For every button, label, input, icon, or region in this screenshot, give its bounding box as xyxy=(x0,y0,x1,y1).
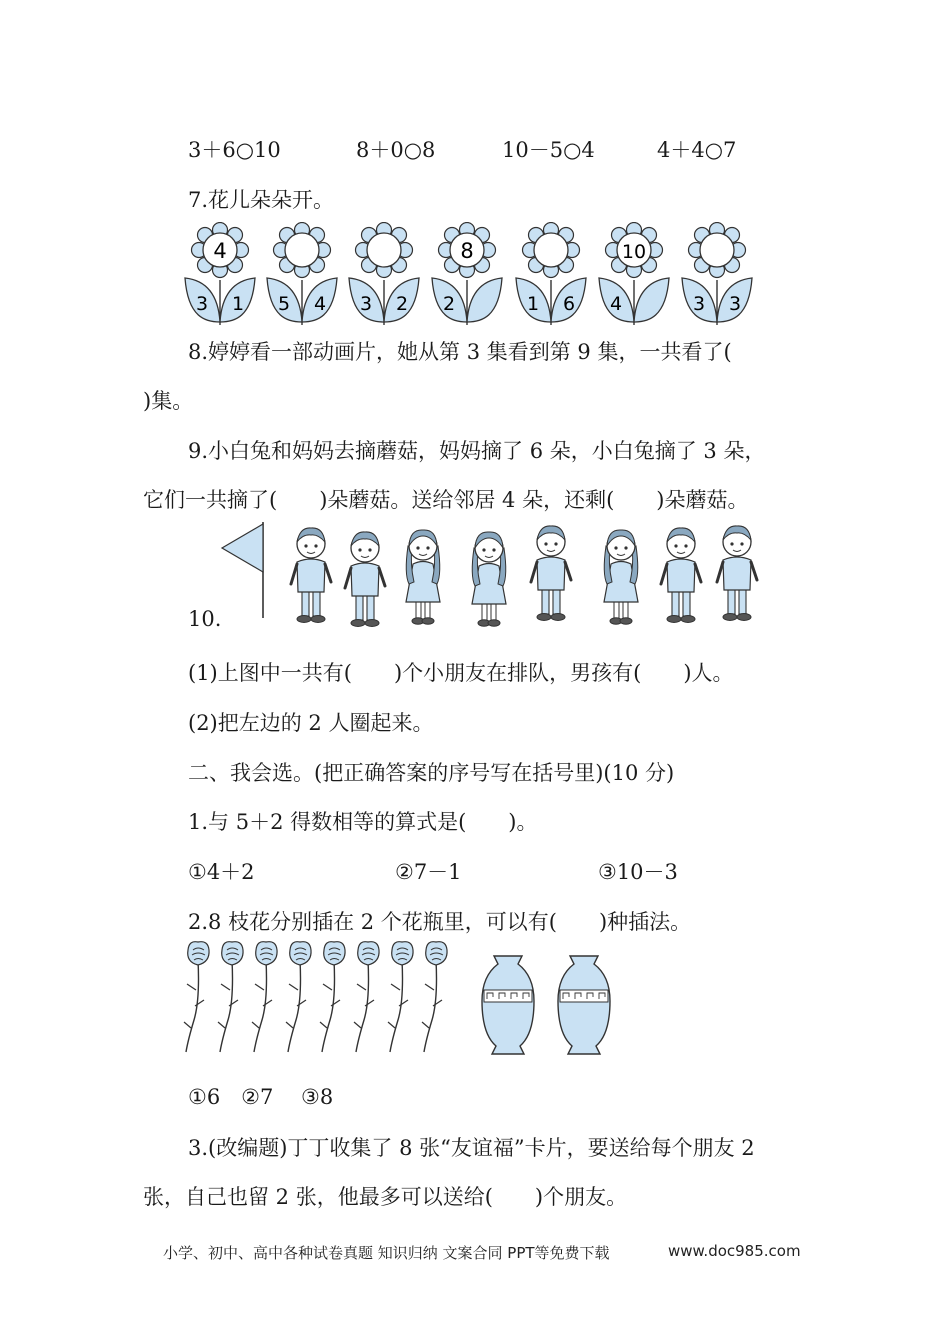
flower-4-left: 2 xyxy=(442,293,456,315)
s2-q2-options: ①6 ②7 ③8 xyxy=(188,1085,334,1109)
rose-6 xyxy=(354,942,379,1052)
q8-line2: )集。 xyxy=(143,389,194,413)
rose-2 xyxy=(218,942,243,1052)
flower-1-right: 1 xyxy=(231,293,245,315)
compare-item-2: 8＋0○8 xyxy=(356,138,436,162)
child-4 xyxy=(472,532,506,626)
flower-1-left: 3 xyxy=(195,293,209,315)
flower-5-right: 6 xyxy=(562,293,576,315)
s2-q3-line2: 张，自己也留 2 张，他最多可以送给( )个朋友。 xyxy=(143,1185,628,1209)
s2-q1-option-2: ②7－1 xyxy=(395,860,462,884)
compare-item-4: 4＋4○7 xyxy=(657,138,737,162)
s2-q1-option-1: ①4＋2 xyxy=(188,860,255,884)
rose-4 xyxy=(286,942,311,1052)
flowers-illustration xyxy=(180,222,770,334)
flower-6 xyxy=(599,223,669,326)
flag-icon xyxy=(222,522,263,618)
s2-q2-stem: 2.8 枝花分别插在 2 个花瓶里，可以有( )种插法。 xyxy=(188,910,692,934)
flower-3-right: 2 xyxy=(395,293,409,315)
flower-5 xyxy=(516,223,586,326)
vase-1 xyxy=(482,956,534,1054)
q9-line2: 它们一共摘了( )朵蘑菇。送给邻居 4 朵，还剩( )朵蘑菇。 xyxy=(143,488,749,512)
rose-5 xyxy=(320,942,345,1052)
flower-2-left: 5 xyxy=(277,293,291,315)
flower-3 xyxy=(349,223,419,326)
rose-1 xyxy=(184,942,209,1052)
q7-title: 7.花儿朵朵开。 xyxy=(188,188,335,212)
footer-left-text: 小学、初中、高中各种试卷真题 知识归纳 文案合同 PPT等免费下载 xyxy=(163,1244,610,1262)
vase-2 xyxy=(558,956,610,1054)
child-8 xyxy=(717,526,757,621)
flower-7 xyxy=(682,223,752,326)
s2-q1-option-3: ③10－3 xyxy=(598,860,678,884)
compare-item-3: 10－5○4 xyxy=(502,138,595,162)
child-5 xyxy=(531,526,571,621)
rose-3 xyxy=(252,942,277,1052)
roses-and-vases-illustration xyxy=(176,940,636,1058)
child-2 xyxy=(345,532,385,627)
flower-4 xyxy=(432,223,502,326)
flower-3-left: 3 xyxy=(359,293,373,315)
q8-line1: 8.婷婷看一部动画片，她从第 3 集看到第 9 集，一共看了( xyxy=(188,340,732,364)
footer-website-link[interactable]: www.doc985.com xyxy=(668,1242,801,1260)
flower-5-left: 1 xyxy=(526,293,540,315)
flower-7-left: 3 xyxy=(692,293,706,315)
flower-6-left: 4 xyxy=(609,293,623,315)
section2-heading: 二、我会选。(把正确答案的序号写在括号里)(10 分) xyxy=(188,761,675,785)
child-3 xyxy=(406,530,440,624)
s2-q3-line1: 3.(改编题)丁丁收集了 8 张“友谊福”卡片，要送给每个朋友 2 xyxy=(188,1136,755,1160)
flower-1-center: 4 xyxy=(213,239,227,263)
flower-7-right: 3 xyxy=(728,293,742,315)
rose-7 xyxy=(388,942,413,1052)
q9-line1: 9.小白兔和妈妈去摘蘑菇，妈妈摘了 6 朵，小白兔摘了 3 朵， xyxy=(188,439,766,463)
q10-label: 10. xyxy=(188,607,222,631)
q10-sub1: (1)上图中一共有( )个小朋友在排队，男孩有( )人。 xyxy=(188,661,734,685)
flower-6-center: 10 xyxy=(621,241,647,263)
flower-2-right: 4 xyxy=(313,293,327,315)
flower-2 xyxy=(267,223,337,326)
rose-8 xyxy=(422,942,447,1052)
child-7 xyxy=(661,528,701,623)
child-1 xyxy=(291,528,331,623)
q10-sub2: (2)把左边的 2 人圈起来。 xyxy=(188,711,434,735)
s2-q1-stem: 1.与 5＋2 得数相等的算式是( )。 xyxy=(188,810,538,834)
queue-illustration xyxy=(218,518,778,630)
compare-item-1: 3＋6○10 xyxy=(188,138,281,162)
child-6 xyxy=(604,530,638,624)
flower-1 xyxy=(185,223,255,326)
flower-4-center: 8 xyxy=(460,239,474,263)
